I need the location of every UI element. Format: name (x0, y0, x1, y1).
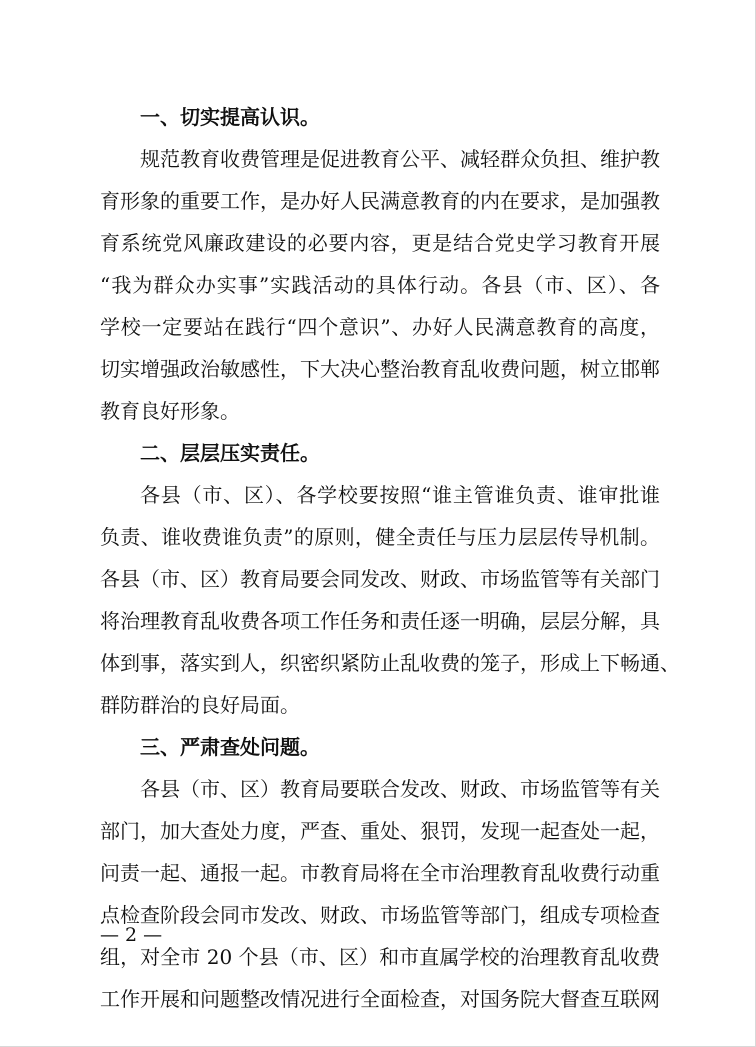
paragraph-line: 负责、谁收费谁负责”的原则，健全责任与压力层层传导机制。 (100, 525, 660, 549)
paragraph-line: 教育良好形象。 (100, 399, 240, 423)
paragraph-line: 群防群治的良好局面。 (100, 693, 300, 717)
paragraph-line: 问责一起、通报一起。市教育局将在全市治理教育乱收费行动重 (100, 861, 660, 885)
paragraph-line: 学校一定要站在践行“四个意识”、办好人民满意教育的高度， (100, 315, 660, 339)
section-paragraph-1 (100, 138, 660, 432)
paragraph-line: 工作开展和问题整改情况进行全面检查，对国务院大督查互联网 (100, 987, 660, 1011)
paragraph-line: 各县（市、区）、各学校要按照“谁主管谁负责、谁审批谁 (140, 483, 660, 507)
document-body (100, 96, 680, 1020)
paragraph-line: 规范教育收费管理是促进教育公平、减轻群众负担、维护教 (140, 147, 660, 171)
section-paragraph-2 (100, 474, 680, 726)
page-number: — 2 — (100, 924, 163, 946)
paragraph-line: 组，对全市 20 个县（市、区）和市直属学校的治理教育乱收费 (100, 945, 660, 969)
paragraph-line: 各县（市、区）教育局要联合发改、财政、市场监管等有关 (140, 777, 660, 801)
section-heading-2: 二、层层压实责任。 (140, 441, 320, 465)
paragraph-line: 育形象的重要工作，是办好人民满意教育的内在要求，是加强教 (100, 189, 660, 213)
paragraph-line: 点检查阶段会同市发改、财政、市场监管等部门，组成专项检查 (100, 903, 660, 927)
paragraph-line: 将治理教育乱收费各项工作任务和责任逐一明确，层层分解，具 (100, 609, 660, 633)
section-heading-3: 三、严肃查处问题。 (140, 735, 320, 759)
paragraph-line: 各县（市、区）教育局要会同发改、财政、市场监管等有关部门 (100, 567, 660, 591)
paragraph-line: 育系统党风廉政建设的必要内容，更是结合党史学习教育开展 (100, 231, 660, 255)
section-heading-1: 一、切实提高认识。 (140, 105, 320, 129)
paragraph-line: 体到事，落实到人，织密织紧防止乱收费的笼子，形成上下畅通、 (100, 651, 680, 675)
section-paragraph-3 (100, 768, 660, 1020)
paragraph-line: 部门，加大查处力度，严查、重处、狠罚，发现一起查处一起， (100, 819, 660, 843)
paragraph-line: 切实增强政治敏感性，下大决心整治教育乱收费问题，树立邯郸 (100, 357, 660, 381)
paragraph-line: “我为群众办实事”实践活动的具体行动。各县（市、区）、各 (100, 273, 660, 297)
